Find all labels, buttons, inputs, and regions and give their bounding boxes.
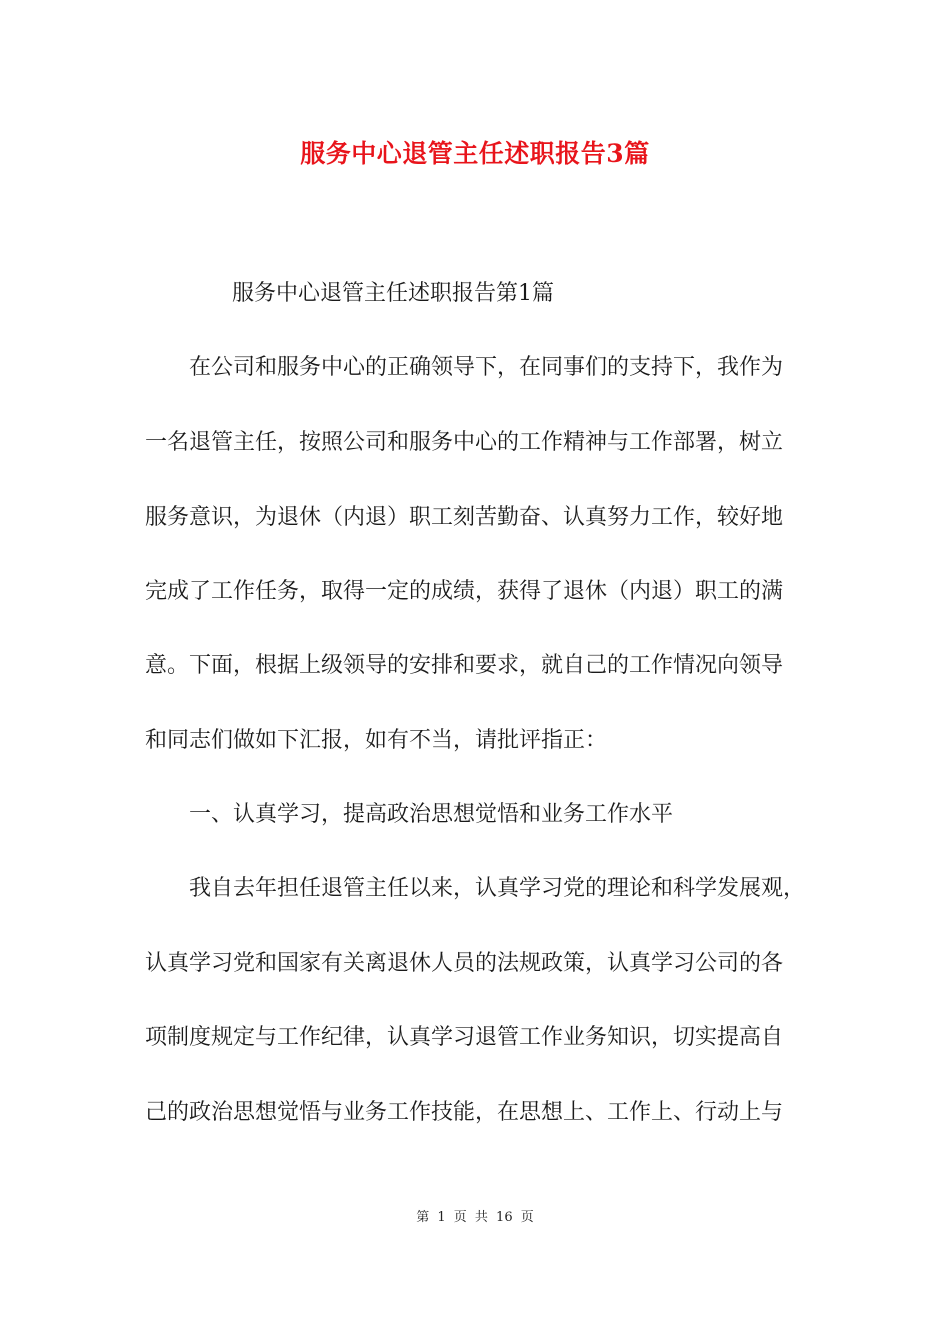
paragraph-line: 完成了工作任务，取得一定的成绩，获得了退休（内退）职工的满 bbox=[145, 579, 784, 604]
paragraph-line: 一名退管主任，按照公司和服务中心的工作精神与工作部署，树立 bbox=[145, 430, 784, 455]
paragraph-line: 认真学习党和国家有关离退休人员的法规政策，认真学习公司的各 bbox=[145, 951, 784, 976]
document-title: 服务中心退管主任述职报告3篇 bbox=[300, 139, 650, 168]
paragraph-line: 项制度规定与工作纪律，认真学习退管工作业务知识，切实提高自 bbox=[145, 1025, 784, 1050]
paragraph-line: 服务意识，为退休（内退）职工刻苦勤奋、认真努力工作，较好地 bbox=[145, 505, 784, 530]
paragraph-line: 和同志们做如下汇报，如有不当，请批评指正： bbox=[145, 728, 608, 753]
paragraph-line: 意。下面，根据上级领导的安排和要求，就自己的工作情况向领导 bbox=[145, 653, 784, 678]
subsection-heading: 一、认真学习，提高政治思想觉悟和业务工作水平 bbox=[189, 802, 674, 827]
section-heading: 服务中心退管主任述职报告第1篇 bbox=[232, 281, 554, 306]
page-number: 第 1 页 共 16 页 bbox=[416, 1210, 534, 1225]
paragraph-line: 在公司和服务中心的正确领导下，在同事们的支持下，我作为 bbox=[189, 355, 784, 380]
paragraph-line: 我自去年担任退管主任以来，认真学习党的理论和科学发展观， bbox=[189, 876, 806, 901]
paragraph-line: 己的政治思想觉悟与业务工作技能，在思想上、工作上、行动上与 bbox=[145, 1100, 784, 1125]
